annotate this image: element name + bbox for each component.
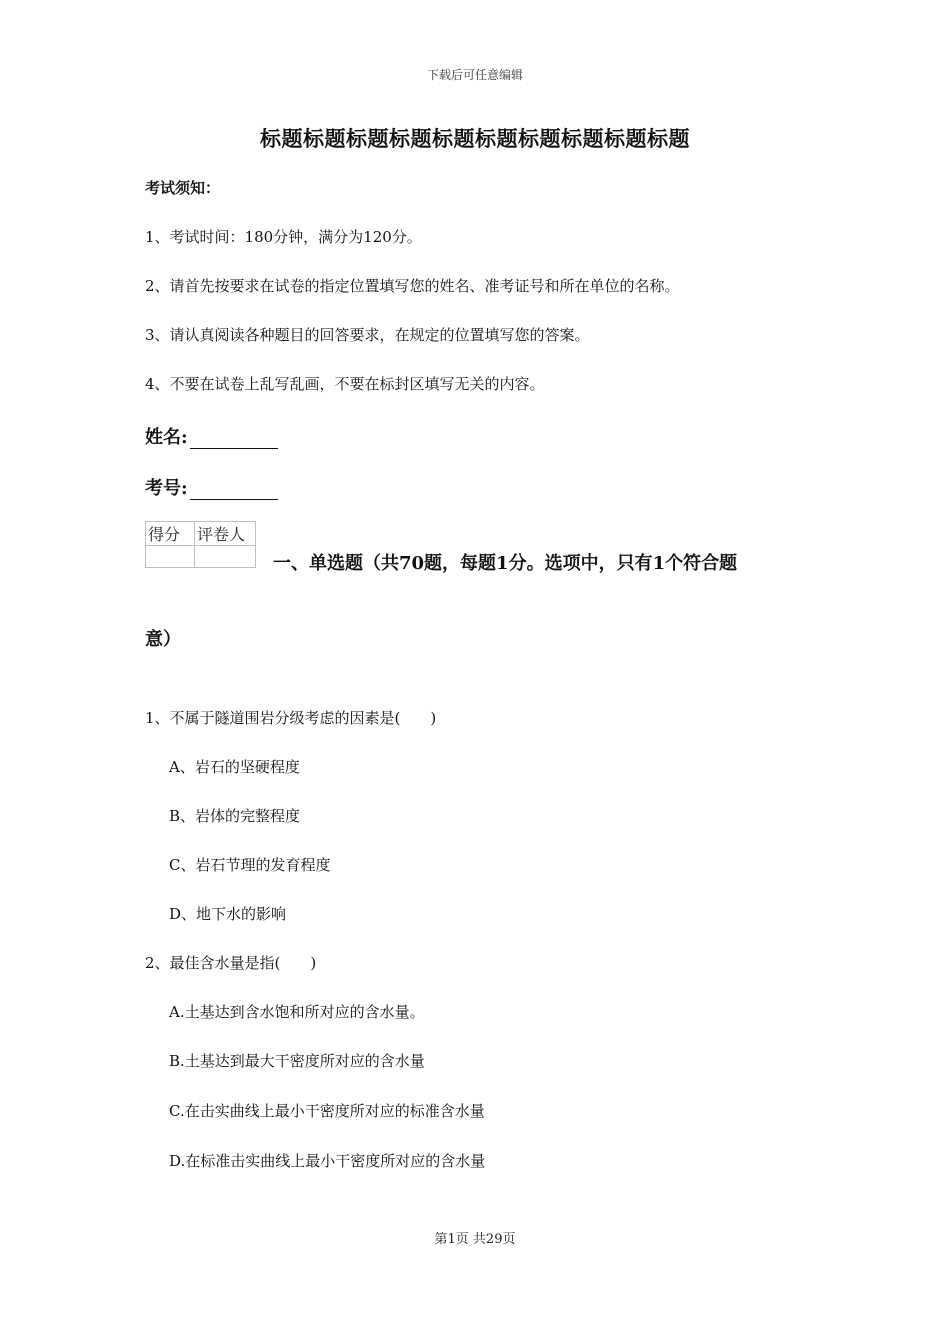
score-cell[interactable] bbox=[146, 546, 195, 568]
id-blank[interactable] bbox=[190, 481, 278, 500]
grader-header: 评卷人 bbox=[195, 522, 256, 546]
notice-item: 2、请首先按要求在试卷的指定位置填写您的姓名、准考证号和所在单位的名称。 bbox=[145, 277, 680, 295]
question-option: B.土基达到最大干密度所对应的含水量 bbox=[169, 1052, 425, 1070]
question-option: C、岩石节理的发育程度 bbox=[169, 856, 331, 874]
question-stem: 1、不属于隧道围岩分级考虑的因素是( ) bbox=[145, 709, 437, 727]
grader-cell[interactable] bbox=[195, 546, 256, 568]
section-title-cont: 意） bbox=[145, 629, 181, 650]
name-label: 姓名: bbox=[145, 427, 188, 448]
document-title: 标题标题标题标题标题标题标题标题标题标题 bbox=[260, 126, 690, 151]
id-field bbox=[145, 474, 278, 500]
question-option: B、岩体的完整程度 bbox=[169, 807, 301, 825]
question-option: D.在标准击实曲线上最小干密度所对应的含水量 bbox=[169, 1152, 486, 1170]
question-option: A、岩石的坚硬程度 bbox=[169, 758, 300, 776]
score-header: 得分 bbox=[146, 522, 195, 546]
notice-item: 1、考试时间：180分钟，满分为120分。 bbox=[145, 228, 422, 246]
section-title: 一、单选题（共70题，每题1分。选项中，只有1个符合题 bbox=[273, 553, 738, 574]
page-header: 下载后可任意编辑 bbox=[426, 68, 523, 82]
notice-item: 4、不要在试卷上乱写乱画，不要在标封区填写无关的内容。 bbox=[145, 375, 545, 393]
question-option: A.土基达到含水饱和所对应的含水量。 bbox=[169, 1003, 425, 1021]
score-table bbox=[145, 521, 256, 568]
id-label: 考号: bbox=[145, 478, 188, 499]
notice-item: 3、请认真阅读各种题目的回答要求，在规定的位置填写您的答案。 bbox=[145, 326, 590, 344]
page-footer: 第1页 共29页 bbox=[434, 1232, 516, 1247]
question-option: C.在击实曲线上最小干密度所对应的标准含水量 bbox=[169, 1102, 485, 1120]
question-stem: 2、最佳含水量是指( ) bbox=[145, 954, 317, 972]
question-option: D、地下水的影响 bbox=[169, 905, 287, 923]
notice-heading: 考试须知： bbox=[145, 179, 221, 197]
name-blank[interactable] bbox=[190, 430, 278, 449]
name-field bbox=[145, 423, 278, 449]
